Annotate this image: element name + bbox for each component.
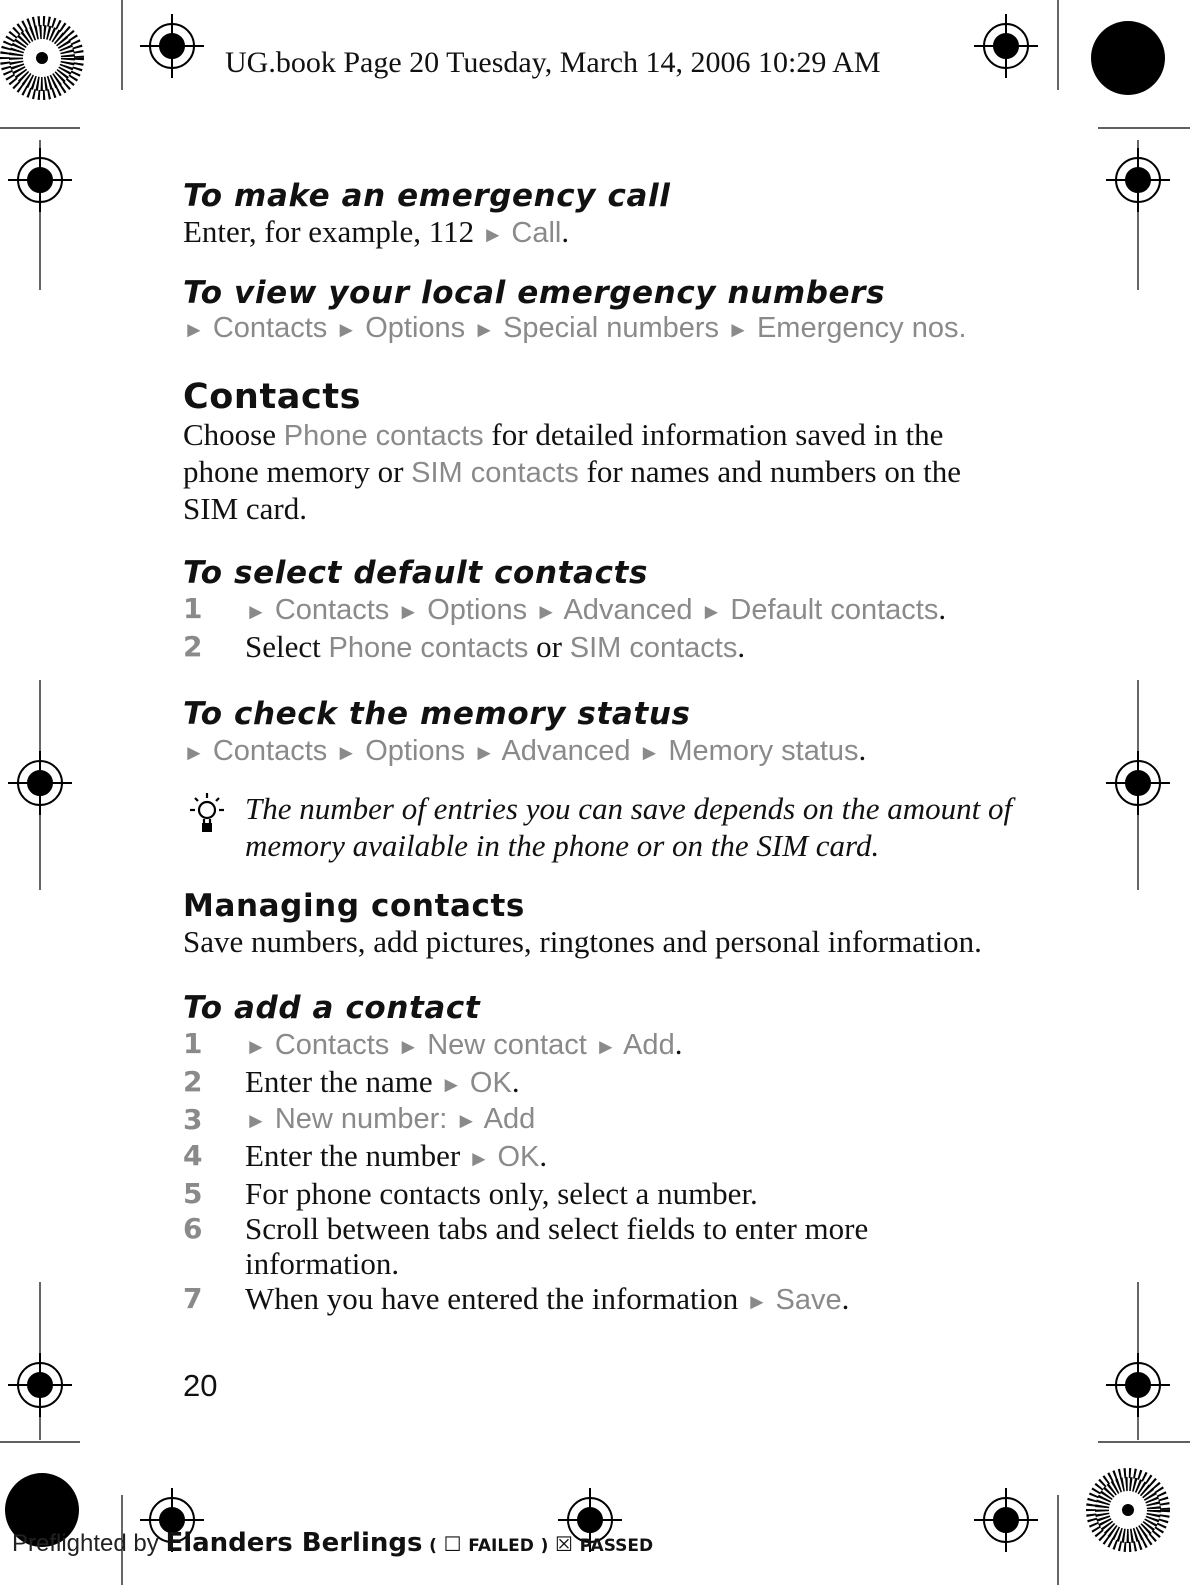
step-number: 2 [183,1065,203,1098]
text-run: for detailed information saved in the phone memory or [183,417,944,489]
path-item: Memory status [668,735,859,767]
path-item: Contacts [274,594,390,626]
passed-label: PASSED [579,1536,654,1556]
step [183,1176,1023,1211]
menu-sim-contacts: SIM contacts [569,632,738,664]
arrow-icon: ► [335,740,358,765]
step [183,1102,1023,1138]
arrow-icon: ► [727,317,749,342]
heading-memory-status: To check the memory status [183,696,691,732]
lightbulb-icon [183,790,245,864]
path-item: Default contacts [730,594,939,626]
step-number: 6 [183,1212,203,1245]
page-number: 20 [183,1368,218,1403]
managing-contacts-text: Save numbers, add pictures, ringtones and personal information. [183,924,982,959]
step-path [245,591,946,629]
step-text: Scroll between tabs and select fields to enter more information. [245,1211,869,1281]
menu-sim-contacts: SIM contacts [411,457,579,489]
path-suffix: . [858,732,867,767]
view-emergency-path [183,311,1023,347]
heading-contacts: Contacts [183,377,362,417]
step-path [245,1026,682,1064]
step [183,1211,1023,1281]
text-run: . [539,1138,548,1173]
step-number: 1 [183,1027,203,1060]
step-number: 7 [183,1282,203,1315]
menu-phone-contacts: Phone contacts [283,420,484,452]
path-item: Contacts [212,312,328,344]
emergency-call-prefix: Enter, for example, 112 [183,214,475,249]
text-run: When you have entered the information [245,1281,746,1316]
text-run: . [737,629,746,664]
step-number: 3 [183,1103,203,1136]
menu-ok: OK [469,1067,512,1099]
arrow-icon: ► [535,599,557,624]
step [183,1138,1023,1176]
text-run: Enter the name [245,1064,441,1099]
heading-managing-contacts: Managing contacts [183,888,525,924]
arrow-icon: ► [700,599,723,624]
preflight-label: Preflighted by [12,1530,159,1557]
path-item: Options [365,312,466,344]
step-number: 5 [183,1177,203,1210]
arrow-icon: ► [481,222,504,247]
path-item: New number: [274,1103,448,1135]
emergency-call-suffix: . [561,214,570,249]
section-memory-status [183,696,1023,770]
step [183,1281,1023,1319]
tip-box [183,790,1023,864]
step-number: 2 [183,630,203,663]
emergency-call-text [183,214,1023,253]
step [183,629,1023,666]
step-number: 4 [183,1139,203,1172]
arrow-icon: ► [440,1072,463,1097]
print-header: UG.book Page 20 Tuesday, March 14, 2006 10:29 AM [225,46,881,79]
menu-save: Save [775,1284,842,1316]
path-item: Contacts [274,1029,390,1061]
menu-phone-contacts: Phone contacts [328,632,529,664]
memory-status-path [183,732,1023,770]
arrow-icon: ► [245,1108,267,1133]
menu-call: Call [511,217,562,249]
path-item: Advanced [501,735,631,767]
preflight-stamp [12,1528,653,1558]
brand-name: Elanders Berlings [165,1528,423,1558]
step-text [245,1281,849,1319]
text-run: Enter the number [245,1138,468,1173]
checkbox-checked-icon: ☒ [555,1534,573,1556]
step-text [245,1064,520,1102]
open-paren: ( [429,1536,437,1556]
path-item: Options [427,594,528,626]
step-text [245,629,745,666]
step [183,1064,1023,1102]
path-item: Add [483,1103,536,1135]
default-contacts-steps [183,591,1023,666]
arrow-icon: ► [245,1034,267,1059]
text-run: for names and numbers on the SIM card. [183,454,961,526]
path-item: Contacts [212,735,328,767]
text-run: Select [245,629,329,664]
path-item: Special numbers [503,312,720,344]
section-view-emergency [183,275,1023,347]
arrow-icon: ► [397,599,420,624]
text-run: . [511,1064,520,1099]
path-item: Options [365,735,466,767]
path-item: Advanced [563,594,693,626]
section-add-contact [183,990,1023,1319]
contacts-text [183,417,1023,527]
section-contacts [183,377,1023,527]
arrow-icon: ► [473,317,495,342]
arrow-icon: ► [335,317,358,342]
step [183,591,1023,629]
menu-ok: OK [497,1141,540,1173]
checkbox-empty-icon: ☐ [443,1534,462,1556]
section-emergency-call [183,178,1023,253]
arrow-icon: ► [594,1034,617,1059]
step-text [245,1138,547,1176]
step-suffix: . [674,1026,683,1061]
heading-add-contact: To add a contact [183,990,481,1026]
arrow-icon: ► [397,1034,420,1059]
step-path [245,1102,535,1138]
page-content [183,178,1023,1319]
arrow-icon: ► [183,740,205,765]
text-run: Choose [183,417,284,452]
section-default-contacts [183,555,1023,666]
step-suffix: . [938,591,947,626]
heading-emergency-call: To make an emergency call [183,178,671,214]
close-paren: ) [540,1536,549,1556]
path-item: Add [623,1029,675,1061]
arrow-icon: ► [245,599,267,624]
arrow-icon: ► [745,1289,768,1314]
add-contact-steps [183,1026,1023,1319]
heading-view-emergency: To view your local emergency numbers [183,275,886,311]
arrow-icon: ► [467,1146,490,1171]
path-item: Emergency nos. [756,312,967,344]
text-run: . [841,1281,850,1316]
step-number: 1 [183,592,203,625]
path-item: New contact [427,1029,587,1061]
arrow-icon: ► [455,1108,478,1133]
step-text: For phone contacts only, select a number. [245,1176,758,1211]
heading-default-contacts: To select default contacts [183,555,649,591]
tip-text: The number of entries you can save depends on the amount of memory available in the phone or on the SIM card. [245,791,1013,863]
text-run: or [528,629,570,664]
arrow-icon: ► [638,740,661,765]
failed-label: FAILED [468,1536,534,1556]
section-managing-contacts [183,888,1023,960]
step [183,1026,1023,1064]
arrow-icon: ► [473,740,495,765]
arrow-icon: ► [183,317,205,342]
